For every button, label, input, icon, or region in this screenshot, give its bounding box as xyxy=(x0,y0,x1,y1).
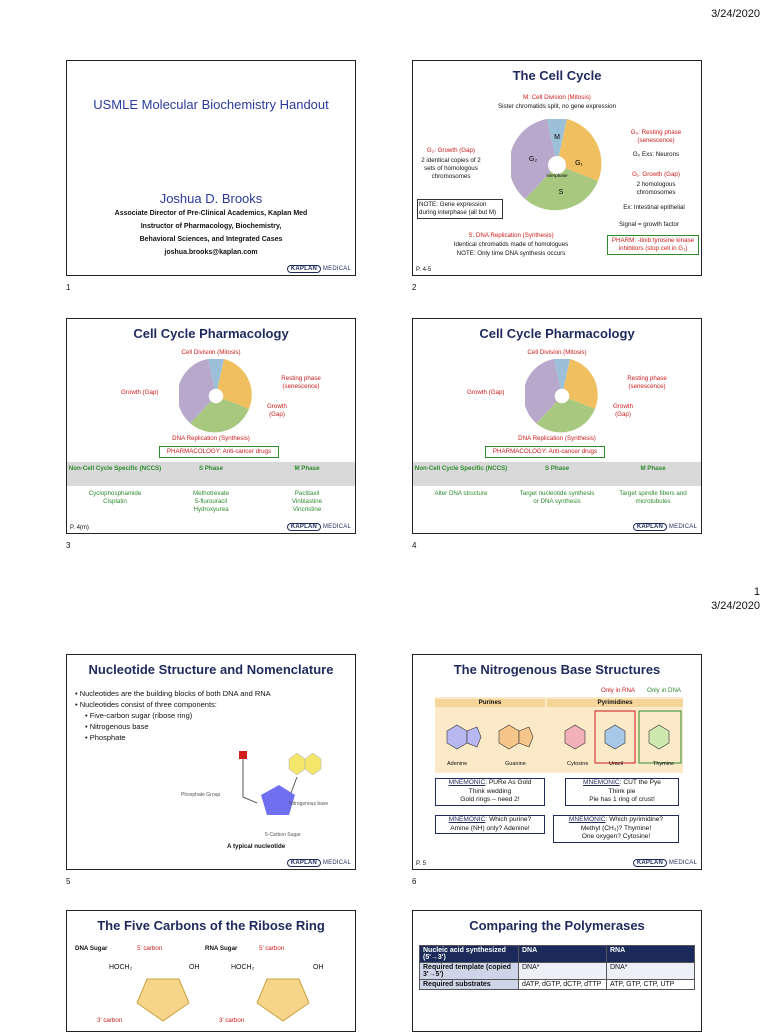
header-nccs: Non-Cell Cycle Specific (NCCS) xyxy=(414,465,508,472)
page-reference: P. 4(m) xyxy=(70,525,89,531)
author-role: Instructor of Pharmacology, Biochemistry, xyxy=(140,223,282,230)
g1-example: Ex: Intestinal epithelial xyxy=(623,204,685,211)
table-cell: Nucleic acid synthesized (5'→3') xyxy=(420,946,519,963)
slide-nitrogenous-bases xyxy=(412,654,702,870)
sugar-label: 5-Carbon Sugar xyxy=(265,832,301,838)
g2-heading: G₂: Growth (Gap) xyxy=(426,147,476,154)
dna-sugar-label: DNA Sugar xyxy=(75,945,108,952)
slide-ribose-carbons xyxy=(66,910,356,1032)
handout-title: USMLE Molecular Biochemistry Handout xyxy=(93,97,329,112)
mnemonic-pyrimidines: MNEMONIC: CUT the Pye Think pie Pie has 1 ring of crust! xyxy=(565,778,679,806)
wheel-label-interphase: interphase xyxy=(546,173,568,178)
slide-cell-cycle-pharm-2 xyxy=(412,318,702,534)
base-name-adenine: Adenine xyxy=(447,761,468,767)
slide-title: Comparing the Polymerases xyxy=(469,918,645,933)
slide-title: The Nitrogenous Base Structures xyxy=(453,662,661,677)
s-phase-desc: Identical chromatids made of homologues xyxy=(453,241,569,248)
pharm-tinib-box: PHARM: -tinib tyrosine kinase inhibitors (stop cell in G₁) xyxy=(607,235,699,255)
table-cell: RNA xyxy=(607,946,695,963)
five-carbon-label: 5' carbon xyxy=(137,945,163,952)
header-nccs: Non-Cell Cycle Specific (NCCS) xyxy=(68,465,162,472)
base-name-thymine: Thymine xyxy=(653,761,675,767)
sub-bullet: • Phosphate xyxy=(85,733,126,742)
resting-phase-label: Resting phase (senescence) xyxy=(627,375,667,390)
growth-gap-right: Growth (Gap) xyxy=(613,403,633,418)
slide-title: The Cell Cycle xyxy=(512,68,602,83)
base-name-cytosine: Cytosine xyxy=(567,761,589,767)
sheet-page-number: 1 xyxy=(753,586,760,598)
author-role: Associate Director of Pre-Clinical Academics, Kaplan Med xyxy=(114,210,308,217)
mechanism-m-phase: Target spindle fibers and microtubules xyxy=(619,490,687,505)
kaplan-logo: KAPLAN MEDICAL xyxy=(287,524,351,530)
s-phase-heading: S: DNA Replication (Synthesis) xyxy=(468,232,554,239)
drugs-nccs: Cyclophosphamide Cisplatin xyxy=(88,490,142,505)
page-reference: P. 5 xyxy=(416,861,426,867)
dna-replication-label: DNA Replication (Synthesis) xyxy=(172,435,250,442)
interphase-note: NOTE: Gene expression during interphase (all but M) xyxy=(417,199,503,219)
bullet-list xyxy=(75,687,351,744)
mnemonic-which-purine: MNEMONIC: Which purine? Amine (NH) only? Adenine! xyxy=(435,815,545,834)
rna-sugar-label: RNA Sugar xyxy=(205,945,238,952)
slide-title-page xyxy=(66,60,356,276)
header-m-phase: M Phase xyxy=(294,465,320,472)
slide-polymerases xyxy=(412,910,702,1032)
table-cell: DNA* xyxy=(607,963,695,980)
diagram-caption: A typical nucleotide xyxy=(227,843,286,850)
kaplan-logo: KAPLAN MEDICAL xyxy=(287,860,351,866)
slide-cell-cycle xyxy=(412,60,702,276)
g1-heading: G₁: Growth (Gap) xyxy=(632,171,680,178)
hoch2-label: HOCH₂ xyxy=(231,964,255,971)
phosphate-group-label: Phosphate Group xyxy=(181,792,221,798)
cell-cycle-wheel xyxy=(511,119,603,211)
page-reference: P. 4-5 xyxy=(416,267,432,273)
mechanism-nccs: Alter DNA structure xyxy=(434,490,488,497)
pyrimidines-header: Pyrimidines xyxy=(547,699,683,707)
growth-gap-left: Growth (Gap) xyxy=(121,389,159,396)
dna-replication-label: DNA Replication (Synthesis) xyxy=(518,435,596,442)
g2-desc: 2 identical copies of 2 sets of homologous chromosomes xyxy=(421,157,481,180)
mnemonic-purines: MNEMONIC: PURe As Gold Think wedding Gold rings – need 2! xyxy=(435,778,545,806)
wheel-label-g2: G₂ xyxy=(528,156,538,163)
slide-title: Nucleotide Structure and Nomenclature xyxy=(88,662,334,677)
only-in-rna-label: Only in RNA xyxy=(601,687,636,694)
slide-title: The Five Carbons of the Ribose Ring xyxy=(97,918,325,933)
only-in-dna-label: Only in DNA xyxy=(647,687,682,694)
g0-example: G₀ Exs: Neurons xyxy=(632,151,680,158)
table-cell: Required substrates xyxy=(420,980,519,990)
mitosis-label: Cell Division (Mitosis) xyxy=(181,349,241,356)
base-structures xyxy=(435,709,683,765)
slide-number: 1 xyxy=(66,283,71,292)
table-cell: dATP, dGTP, dCTP, dTTP xyxy=(519,980,607,990)
table-cell: Required template (copied 3'→5') xyxy=(420,963,519,980)
pharmacology-box: PHARMACOLOGY: Anti-cancer drugs xyxy=(485,446,605,458)
slide-cell-cycle-pharm-1 xyxy=(66,318,356,534)
slide-number: 4 xyxy=(412,541,417,550)
author-role: Behavioral Sciences, and Integrated Cases xyxy=(139,236,283,243)
base-name-guanine: Guanine xyxy=(505,761,526,767)
three-carbon-label: 3' carbon xyxy=(97,1017,123,1024)
table-cell: DNA* xyxy=(519,963,607,980)
header-m-phase: M Phase xyxy=(640,465,666,472)
nitrogenous-base-label: Nitrogenous base xyxy=(289,801,329,807)
purines-header: Purines xyxy=(435,699,545,707)
mnemonic-which-pyrimidine: MNEMONIC: Which pyrimidine? Methyl (CH₃)? Thymine! One oxygen? Cytosine! xyxy=(553,815,679,843)
mechanism-s-phase: Target nucleotide synthesis or DNA synthesis xyxy=(519,490,595,505)
slide-nucleotide-structure xyxy=(66,654,356,870)
growth-gap-right: Growth (Gap) xyxy=(267,403,287,418)
g1-desc: 2 homologous chromosomes xyxy=(636,181,676,196)
wheel-label-g1: G₁ xyxy=(575,160,583,167)
three-carbon-label: 3' carbon xyxy=(219,1017,245,1024)
slide-title: Cell Cycle Pharmacology xyxy=(479,326,635,341)
oh-label: OH xyxy=(313,964,324,971)
author-email[interactable]: joshua.brooks@kaplan.com xyxy=(164,249,258,256)
drugs-s-phase: Methotrexate 5-flurouracil Hydroxyurea xyxy=(192,490,230,513)
kaplan-logo: KAPLAN MEDICAL xyxy=(287,266,351,272)
header-s-phase: S Phase xyxy=(198,465,224,472)
sub-bullet: • Five-carbon sugar (ribose ring) xyxy=(85,711,193,720)
table-cell: DNA xyxy=(519,946,607,963)
g0-heading: G₀: Resting phase (senescence) xyxy=(630,129,682,144)
polymerase-table xyxy=(419,945,695,990)
five-carbon-label: 5' carbon xyxy=(259,945,285,952)
mitosis-label: Cell Division (Mitosis) xyxy=(527,349,587,356)
date-top: 3/24/2020 xyxy=(711,8,760,20)
resting-phase-label: Resting phase (senescence) xyxy=(281,375,321,390)
oh-label: OH xyxy=(189,964,200,971)
base-name-uracil: Uracil xyxy=(609,761,624,767)
signal-note: Signal = growth factor xyxy=(619,221,680,228)
wheel-label-m: M xyxy=(554,134,560,141)
slide-number: 6 xyxy=(412,877,417,886)
kaplan-logo: KAPLAN MEDICAL xyxy=(633,524,697,530)
kaplan-logo: KAPLAN MEDICAL xyxy=(633,860,697,866)
m-phase-heading: M: Cell Division (Mitosis) xyxy=(523,94,591,101)
slide-number: 2 xyxy=(412,283,417,292)
s-phase-note: NOTE: Only time DNA synthesis occurs xyxy=(456,250,566,257)
m-phase-desc: Sister chromatids split, no gene expression xyxy=(498,103,616,110)
author-name: Joshua D. Brooks xyxy=(159,191,263,206)
drugs-m-phase: Paclitaxil Vinblastine Vincristine xyxy=(291,490,323,513)
cell-cycle-wheel xyxy=(525,359,599,433)
table-row xyxy=(420,946,695,963)
hoch2-label: HOCH₂ xyxy=(109,964,133,971)
slide-number: 3 xyxy=(66,541,71,550)
bullet: • Nucleotides are the building blocks of both DNA and RNA xyxy=(75,689,271,698)
table-cell: ATP, GTP, CTP, UTP xyxy=(607,980,695,990)
slide-title: Cell Cycle Pharmacology xyxy=(133,326,289,341)
cell-cycle-wheel xyxy=(179,359,253,433)
bullet: • Nucleotides consist of three components: xyxy=(75,700,217,709)
table-row xyxy=(420,963,695,980)
wheel-label-s: S xyxy=(558,189,564,196)
sub-bullet: • Nitrogenous base xyxy=(85,722,149,731)
growth-gap-left: Growth (Gap) xyxy=(467,389,505,396)
header-s-phase: S Phase xyxy=(544,465,570,472)
slide-number: 5 xyxy=(66,877,71,886)
table-row xyxy=(420,980,695,990)
nucleotide-diagram xyxy=(217,747,327,839)
date-middle: 3/24/2020 xyxy=(711,600,760,612)
pharmacology-box: PHARMACOLOGY: Anti-cancer drugs xyxy=(159,446,279,458)
